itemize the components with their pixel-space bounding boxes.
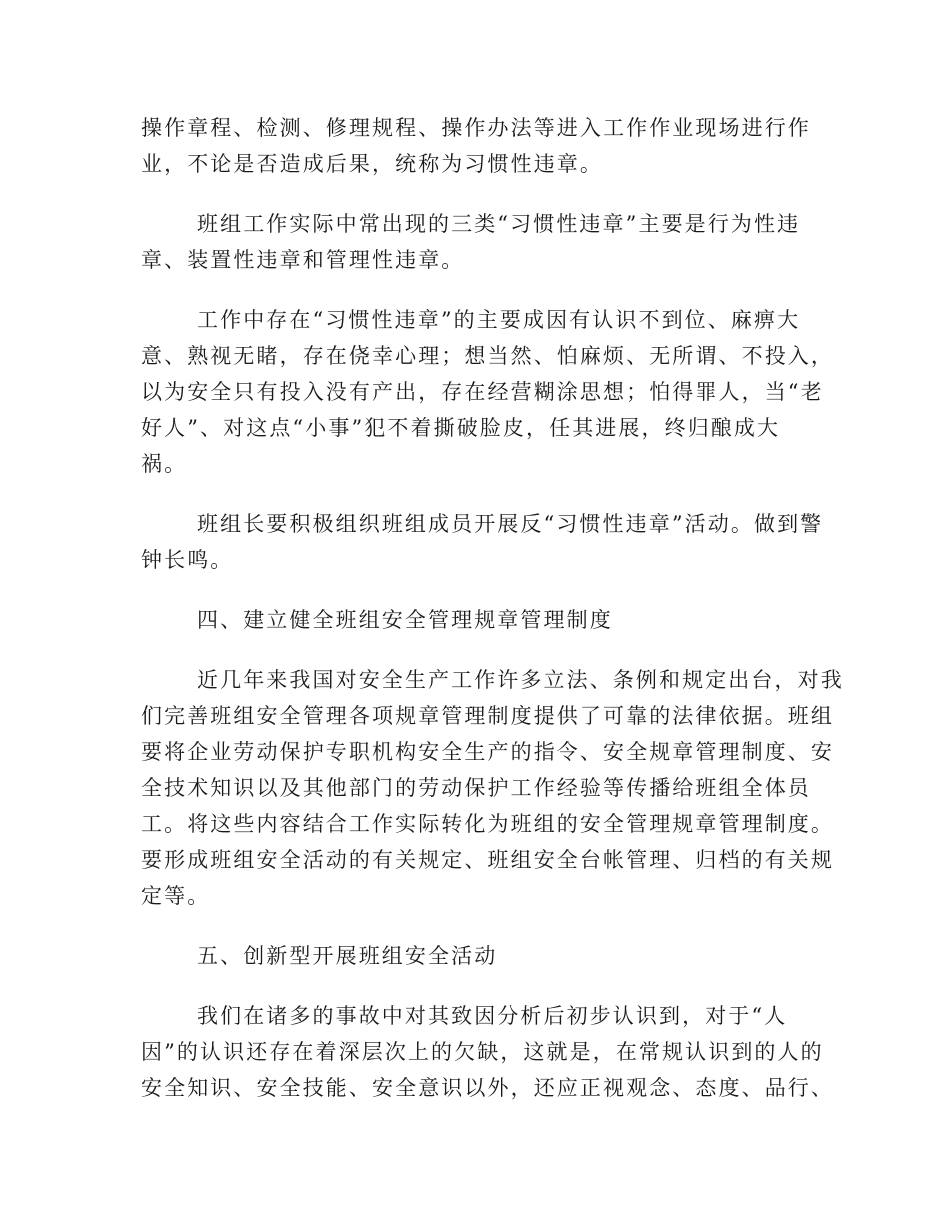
text-line: 好人”、对这点“小事”犯不着撕破脸皮，任其进展，终归酿成大: [141, 416, 781, 440]
paragraph-violation-types: [141, 206, 809, 278]
text-line: 要形成班组安全活动的有关规定、班组安全台帐管理、归档的有关规: [141, 848, 834, 872]
document-body: [141, 110, 844, 1130]
text-line: 工作中存在“习惯性违章”的主要成因有认识不到位、麻痹大: [197, 308, 801, 332]
text-line: 以为安全只有投入没有产出，存在经营糊涂思想；怕得罪人，当“老: [141, 380, 824, 404]
paragraph-human-factors: [141, 998, 834, 1106]
text-line: 班组长要积极组织班组成员开展反“习惯性违章”活动。做到警: [197, 512, 824, 536]
paragraph-violation-causes: [141, 302, 834, 482]
text-line: 意、熟视无睹，存在侥幸心理；想当然、怕麻烦、无所谓、不投入，: [141, 344, 834, 368]
text-line: 章、装置性违章和管理性违章。: [141, 248, 465, 272]
text-line: 们完善班组安全管理各项规章管理制度提供了可靠的法律依据。班组: [141, 704, 834, 728]
text-line: 班组工作实际中常出现的三类“习惯性违章”主要是行为性违: [197, 212, 801, 236]
paragraph-violation-definition: [141, 110, 809, 182]
text-line: 钟长鸣。: [141, 548, 234, 572]
text-line: 要将企业劳动保护专职机构安全生产的指令、安全规章管理制度、安: [141, 740, 834, 764]
section-heading-4: [141, 602, 809, 638]
text-line: 我们在诸多的事故中对其致因分析后初步认识到，对于“人: [197, 1004, 788, 1028]
text-line: 定等。: [141, 884, 211, 908]
text-line: 安全知识、安全技能、安全意识以外，还应正视观念、态度、品行、: [141, 1076, 834, 1100]
section-heading-text: 四、建立健全班组安全管理规章管理制度: [197, 608, 613, 632]
paragraph-regulations: [141, 662, 844, 914]
text-line: 操作章程、检测、修理规程、操作办法等进入工作作业现场进行作: [141, 116, 811, 140]
text-line: 近几年来我国对安全生产工作许多立法、条例和规定出台，对我: [197, 668, 844, 692]
section-heading-5: [141, 938, 809, 974]
text-line: 因”的认识还存在着深层次上的欠缺，这就是，在常规认识到的人的: [141, 1040, 824, 1064]
text-line: 祸。: [141, 452, 188, 476]
text-line: 全技术知识以及其他部门的劳动保护工作经验等传播给班组全体员: [141, 776, 811, 800]
section-heading-text: 五、创新型开展班组安全活动: [197, 944, 498, 968]
paragraph-team-leader-action: [141, 506, 824, 578]
text-line: 业，不论是否造成后果，统称为习惯性违章。: [141, 152, 603, 176]
text-line: 工。将这些内容结合工作实际转化为班组的安全管理规章管理制度。: [141, 812, 834, 836]
